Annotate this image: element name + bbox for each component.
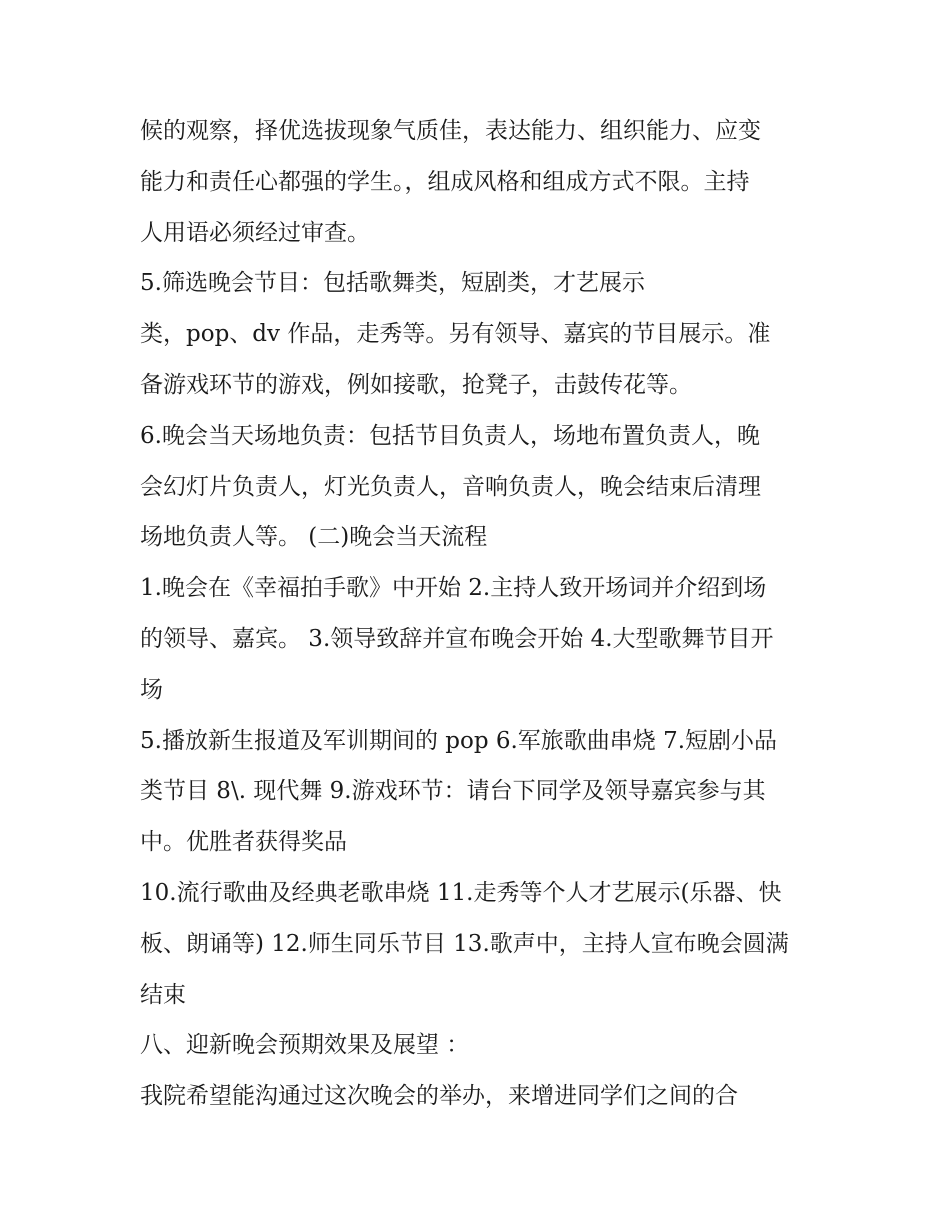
text-line: 板、朗诵等) 12.师生同乐节目 13.歌声中，主持人宣布晚会圆满 — [140, 930, 789, 957]
text-line: 的领导、嘉宾。 3.领导致辞并宣布晚会开始 4.大型歌舞节目开 — [140, 625, 774, 652]
text-line: 5.播放新生报道及军训期间的 pop 6.军旅歌曲串烧 7.短剧小品 — [140, 727, 778, 754]
text-line: 能力和责任心都强的学生。，组成风格和组成方式不限。主持 — [140, 168, 750, 195]
text-line: 场 — [140, 676, 163, 703]
text-line: 类，pop、dv 作品，走秀等。另有领导、嘉宾的节目展示。准 — [140, 321, 771, 348]
text-line: 场地负责人等。 (二)晚会当天流程 — [140, 524, 488, 551]
text-line: 结束 — [140, 981, 186, 1008]
document-body — [140, 106, 830, 1122]
text-line: 10.流行歌曲及经典老歌串烧 11.走秀等个人才艺展示(乐器、快 — [140, 879, 782, 906]
text-line: 候的观察，择优选拔现象气质佳，表达能力、组织能力、应变 — [140, 118, 761, 144]
text-line: 八、迎新晚会预期效果及展望 ： — [140, 1032, 470, 1059]
text-line: 6.晚会当天场地负责：包括节目负责人，场地布置负责人，晚 — [140, 422, 760, 449]
text-line: 类节目 8\. 现代舞 9.游戏环节：请台下同学及领导嘉宾参与其 — [140, 778, 766, 805]
text-line: 1.晚会在《幸福拍手歌》中开始 2.主持人致开场词并介绍到场 — [140, 575, 767, 602]
text-line: 我院希望能沟通过这次晚会的举办，来增进同学们之间的合 — [140, 1083, 738, 1110]
text-line: 中。优胜者获得奖品 — [140, 829, 347, 856]
text-line: 备游戏环节的游戏，例如接歌，抢凳子，击鼓传花等。 — [140, 371, 692, 398]
text-line: 人用语必须经过审查。 — [140, 219, 370, 246]
text-line: 5.筛选晚会节目：包括歌舞类，短剧类，才艺展示 — [140, 270, 645, 297]
text-line: 会幻灯片负责人，灯光负责人，音响负责人，晚会结束后清理 — [140, 473, 761, 500]
